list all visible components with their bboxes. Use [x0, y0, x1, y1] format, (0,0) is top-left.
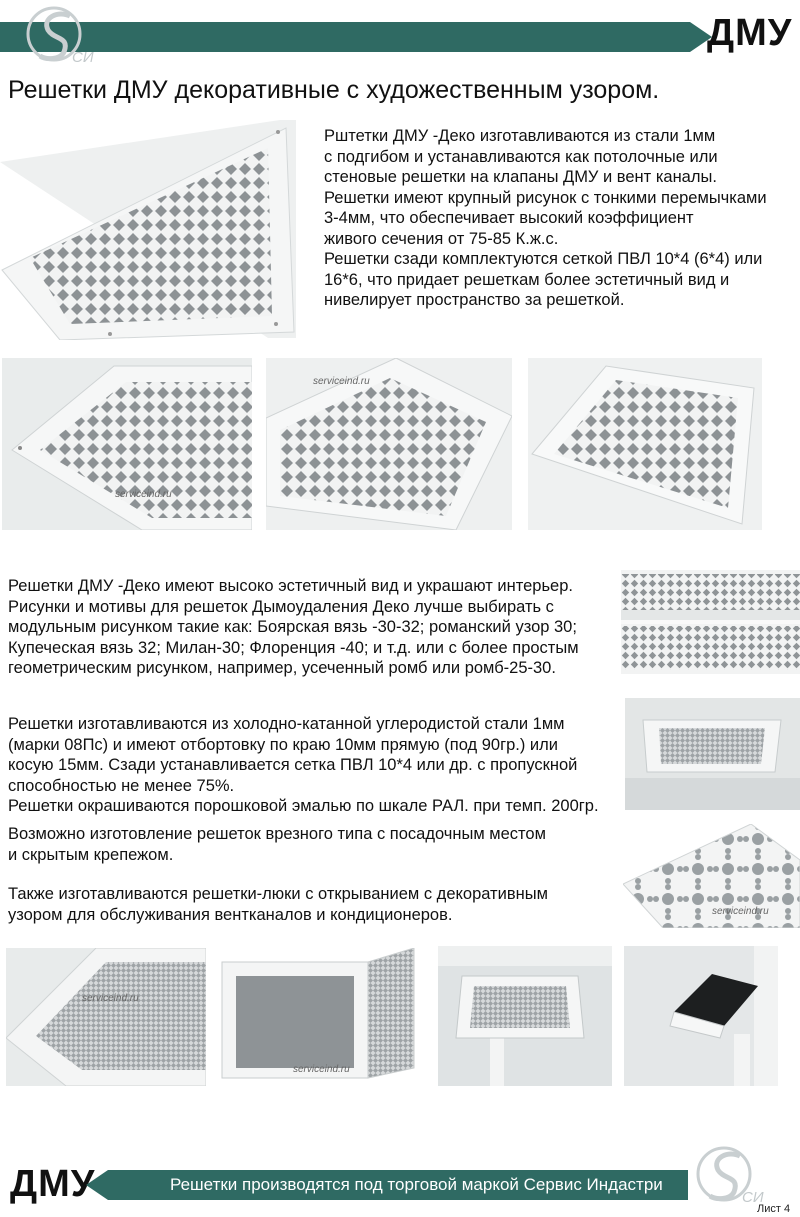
- header-band: [0, 22, 690, 52]
- svg-text:СИ: СИ: [72, 49, 94, 66]
- paragraph-intro: Рштетки ДМУ -Деко изготавливаются из стали 1мм с подгибом и устанавливаются как потолочные или стеновые решетки на клапаны ДМУ и вент каналы. Решетки имеют крупный рисунок с тонкими перемычками 3-4мм, что обеспечивает высокий коэффициент живого сечения от 75-85 К.ж.с. Решетки сзади комплектуются сеткой ПВЛ 10*4 (6*4) или 16*6, что придает решеткам более эстетичный вид и нивелирует пространство за решеткой.: [324, 127, 767, 309]
- grille-photo-4: [528, 358, 762, 530]
- watermark-text: serviceind.ru: [115, 489, 172, 500]
- watermark-text: serviceind.ru: [293, 1064, 350, 1075]
- watermark-text: serviceind.ru: [313, 376, 370, 387]
- grille-photo-2: [2, 358, 252, 530]
- paragraph-inset-type: Возможно изготовление решеток врезного типа с посадочным местом и скрытым крепежом.: [8, 825, 546, 864]
- paragraph-hatches: Также изготавливаются решетки-люки с открыванием с декоративным узором для обслуживания вентканалов и кондиционеров.: [8, 885, 548, 924]
- footer-band-arrow: [86, 1170, 108, 1200]
- ceiling-grille-photo: [625, 698, 800, 810]
- company-logo: [18, 0, 98, 72]
- watermark-text: serviceind.ru: [82, 993, 139, 1004]
- sheet-number: Лист 4: [757, 1203, 791, 1215]
- footer-logo: [688, 1140, 768, 1212]
- svg-text:СИ: СИ: [742, 1189, 764, 1206]
- grille-photo-large: [0, 120, 296, 340]
- footer-text: Решетки производятся под торговой маркой Сервис Индастри: [170, 1175, 663, 1194]
- paragraph-aesthetics: Решетки ДМУ -Деко имеют высоко эстетичный вид и украшают интерьер. Рисунки и мотивы для решеток Дымоудаления Деко лучше выбирать с модульным рисунком такие как: Боярская вязь -30-32; романский узор 30; Купеческая вязь 32; Милан-30; Флоренция -40; и т.д. или с более простым геометрическим рисунком, например, усеченный ромб или ромб-25-30.: [8, 577, 579, 677]
- grille-photo-3: [266, 358, 512, 530]
- grille-strip-photo: [621, 570, 800, 674]
- wall-grille-photo: [438, 946, 612, 1086]
- watermark-text: serviceind.ru: [712, 906, 769, 917]
- grille-photo-mesh: [6, 948, 206, 1086]
- header-title: ДМУ: [707, 12, 793, 54]
- paragraph-materials: Решетки изготавливаются из холодно-катанной углеродистой стали 1мм (марки 08Пс) и имеют отбортовку по краю 10мм прямую (под 90гр.) или косую 15мм. Сзади устанавливается сетка ПВЛ 10*4 или др. с пропускной способностью не менее 75%. Решетки окрашиваются порошковой эмалью по шкале РАЛ. при темп. 200гр.: [8, 715, 599, 815]
- page-title: Решетки ДМУ декоративные с художественным узором.: [8, 76, 660, 104]
- open-hatch-corner-photo: [624, 946, 778, 1086]
- footer-title: ДМУ: [10, 1163, 96, 1205]
